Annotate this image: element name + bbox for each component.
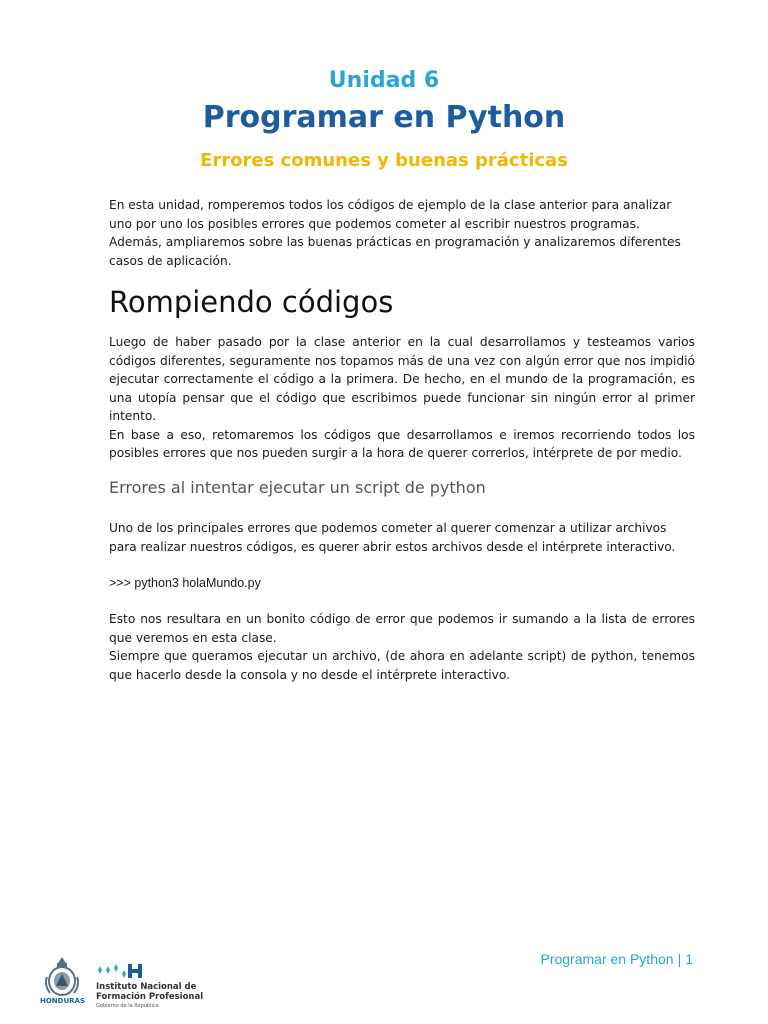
intro-block (109, 196, 695, 270)
infop-name-line-2: Formación Profesional (96, 992, 204, 1002)
unit-label: Unidad 6 (328, 68, 440, 93)
code-line: >>> python3 holaMundo.py (109, 576, 261, 590)
honduras-seal-logo (40, 955, 84, 1011)
seal-label: HONDURAS (40, 997, 86, 1005)
footer-page-label (540, 951, 693, 967)
infop-mark-icon (96, 962, 146, 980)
intro-paragraph: En esta unidad, romperemos todos los códigos de ejemplo de la clase anterior para analizar uno por uno los posibles errores que podemos cometer al escribir nuestros programas. Además, ampliaremos sobre las buenas prácticas en programación y analizaremos diferentes casos de aplicación. (109, 198, 681, 268)
page-subtitle: Errores comunes y buenas prácticas (200, 150, 568, 171)
footer-doc-title: Programar en Python (540, 951, 674, 967)
footer-page-number: 1 (685, 951, 693, 967)
section-heading-rompiendo: Rompiendo códigos (109, 285, 394, 319)
infop-logo (96, 962, 226, 1012)
section2-block-2 (109, 610, 695, 684)
section1-paragraph-1: Luego de haber pasado por la clase anterior en la cual desarrollamos y testeamos varios códigos diferentes, seguramente nos topamos más de una vez con algún error que nos impidió ejecutar correctamente el código a la primera. De hecho, en el mundo de la programación, es una utopía pensar que el código que escribimos puede funcionar sin ningún error al primer intento. (109, 335, 695, 423)
section1-block (109, 333, 695, 463)
footer-separator: | (677, 951, 682, 967)
section2-paragraph-2: Esto nos resultara en un bonito código de error que podemos ir sumando a la lista de errores que veremos en esta clase. (109, 612, 695, 645)
section2-paragraph-1: Uno de los principales errores que podemos cometer al querer comenzar a utilizar archivos para realizar nuestros códigos, es querer abrir estos archivos desde el intérprete interactivo. (109, 521, 676, 554)
page-title: Programar en Python (202, 100, 566, 135)
seal-icon (40, 955, 84, 997)
infop-name-line-1: Instituto Nacional de (96, 982, 197, 992)
infop-name-line-3: Gobierno de la República (96, 1003, 159, 1009)
section2-paragraph-3: Siempre que queramos ejecutar un archivo, (de ahora en adelante script) de python, tenemos que hacerlo desde la consola y no desde el intérprete interactivo. (109, 649, 695, 682)
section-heading-errores: Errores al intentar ejecutar un script de python (109, 478, 486, 497)
section2-block (109, 519, 695, 556)
section1-paragraph-2: En base a eso, retomaremos los códigos que desarrollamos e iremos recorriendo todos los posibles errores que nos pueden surgir a la hora de querer correrlos, intérprete de por medio. (109, 427, 695, 460)
code-block (109, 574, 695, 593)
